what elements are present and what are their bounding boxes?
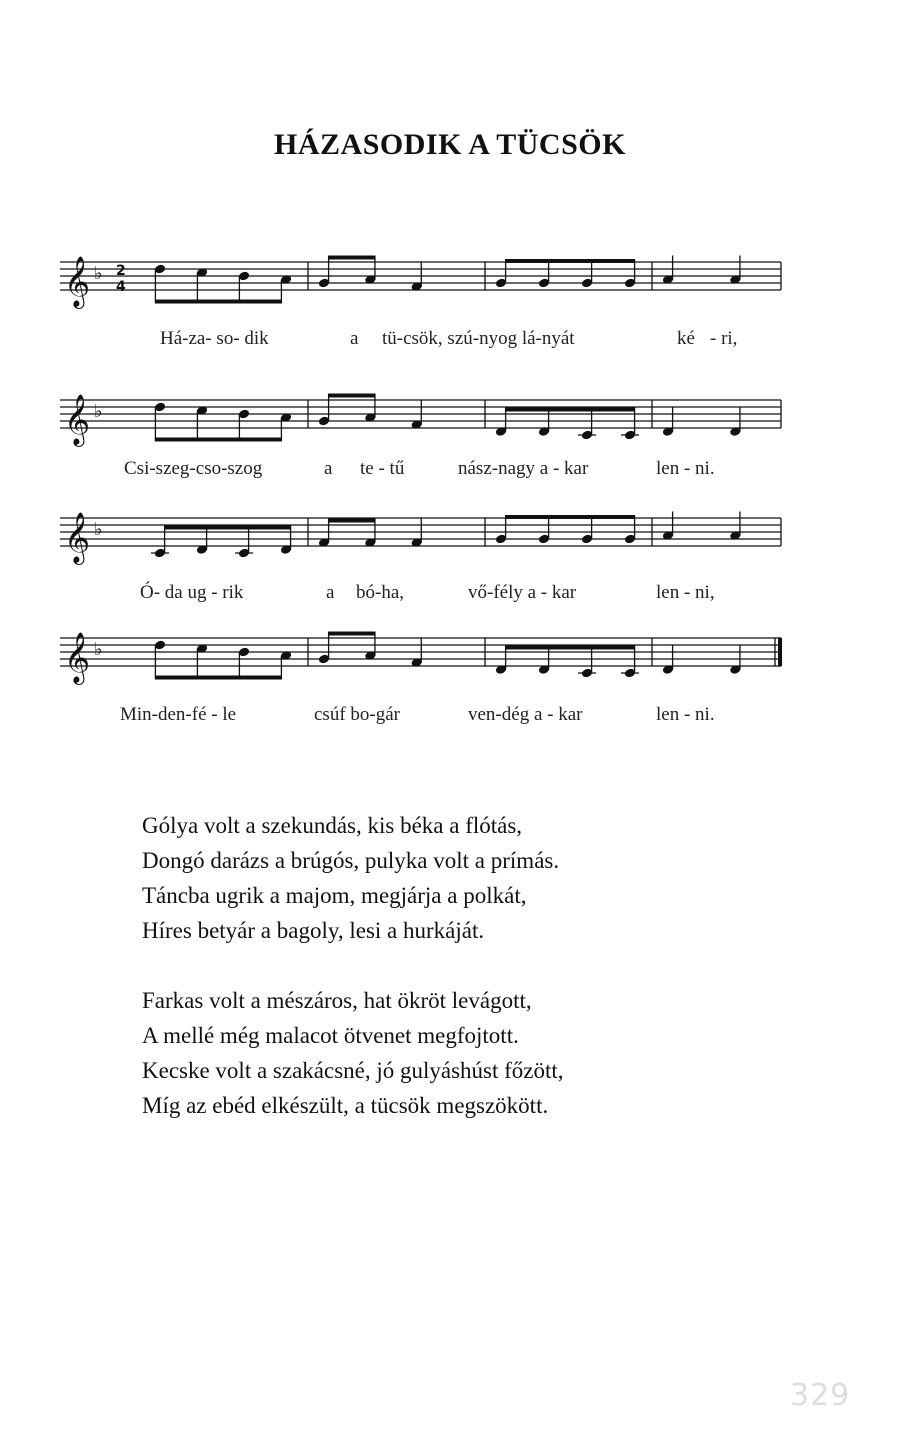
lyric-syllables: vő-fély a - kar xyxy=(468,582,577,603)
lyric-syllables: a xyxy=(324,458,333,479)
lyric-syllables: - ri, xyxy=(710,328,738,349)
beam xyxy=(329,632,375,636)
verse-2 xyxy=(142,983,564,1123)
lyric-syllables: a xyxy=(350,328,359,349)
staff-svg xyxy=(60,382,800,462)
flat-sign-icon: ♭ xyxy=(94,263,103,284)
beam xyxy=(155,438,281,442)
verse-line: Míg az ebéd elkészült, a tücsök megszökött. xyxy=(142,1093,549,1118)
lyric-syllables: nász-nagy a - kar xyxy=(458,458,589,479)
flat-sign-icon: ♭ xyxy=(94,519,103,540)
lyric-syllables: tü-csök, szú-nyog lá-nyát xyxy=(382,328,575,349)
treble-clef-icon: 𝄞 xyxy=(64,394,91,445)
staff-svg xyxy=(60,620,800,700)
lyric-syllables: len - ni. xyxy=(656,704,715,725)
treble-clef-icon: 𝄞 xyxy=(64,632,91,683)
verse-line: Farkas volt a mészáros, hat ökröt levágott, xyxy=(142,988,532,1013)
beam xyxy=(329,256,375,260)
time-signature-numerator: 2 xyxy=(116,263,126,279)
beam xyxy=(506,515,635,519)
verse-1 xyxy=(142,808,559,948)
verse-line: Híres betyár a bagoly, lesi a hurkáját. xyxy=(142,918,485,943)
lyric-syllables: Há-za- so- dik xyxy=(160,328,269,349)
treble-clef-icon: 𝄞 xyxy=(64,512,91,563)
lyric-syllables: len - ni, xyxy=(656,582,715,603)
verse-line: Kecske volt a szakácsné, jó gulyáshúst főzött, xyxy=(142,1058,564,1083)
lyric-syllables: Ó- da ug - rik xyxy=(140,582,244,603)
flat-sign-icon: ♭ xyxy=(94,401,103,422)
music-system-3 xyxy=(60,500,800,610)
lyric-syllables: Csi-szeg-cso-szog xyxy=(124,458,263,479)
verse-line: Táncba ugrik a majom, megjárja a polkát, xyxy=(142,883,527,908)
treble-clef-icon: 𝄞 xyxy=(64,256,91,307)
beam xyxy=(329,519,375,523)
verse-line: A mellé még malacot ötvenet megfojtott. xyxy=(142,1023,519,1048)
music-system-4 xyxy=(60,620,800,730)
beam xyxy=(155,300,281,304)
music-system-1 xyxy=(60,244,800,354)
time-signature-denominator: 4 xyxy=(116,279,126,295)
lyric-syllables: te - tű xyxy=(360,458,405,479)
beam xyxy=(506,408,635,412)
song-title: HÁZASODIK A TÜCSÖK xyxy=(274,128,626,161)
lyric-syllables: ké xyxy=(677,328,695,349)
music-system-2 xyxy=(60,382,800,492)
lyric-syllables: a xyxy=(326,582,335,603)
lyric-syllables: Min-den-fé - le xyxy=(120,704,237,725)
beam xyxy=(329,394,375,398)
lyric-syllables: csúf bo-gár xyxy=(314,704,400,725)
beam xyxy=(506,646,635,650)
staff-svg xyxy=(60,244,800,324)
beam xyxy=(155,676,281,680)
beam xyxy=(165,526,291,530)
staff-svg xyxy=(60,500,800,580)
page-number: 329 xyxy=(790,1378,851,1413)
lyric-syllables: bó-ha, xyxy=(356,582,405,603)
flat-sign-icon: ♭ xyxy=(94,639,103,660)
lyric-syllables: len - ni. xyxy=(656,458,715,479)
lyric-syllables: ven-dég a - kar xyxy=(468,704,583,725)
verse-line: Gólya volt a szekundás, kis béka a flótás, xyxy=(142,813,523,838)
beam xyxy=(506,259,635,263)
verse-line: Dongó darázs a brúgós, pulyka volt a prímás. xyxy=(142,848,560,873)
